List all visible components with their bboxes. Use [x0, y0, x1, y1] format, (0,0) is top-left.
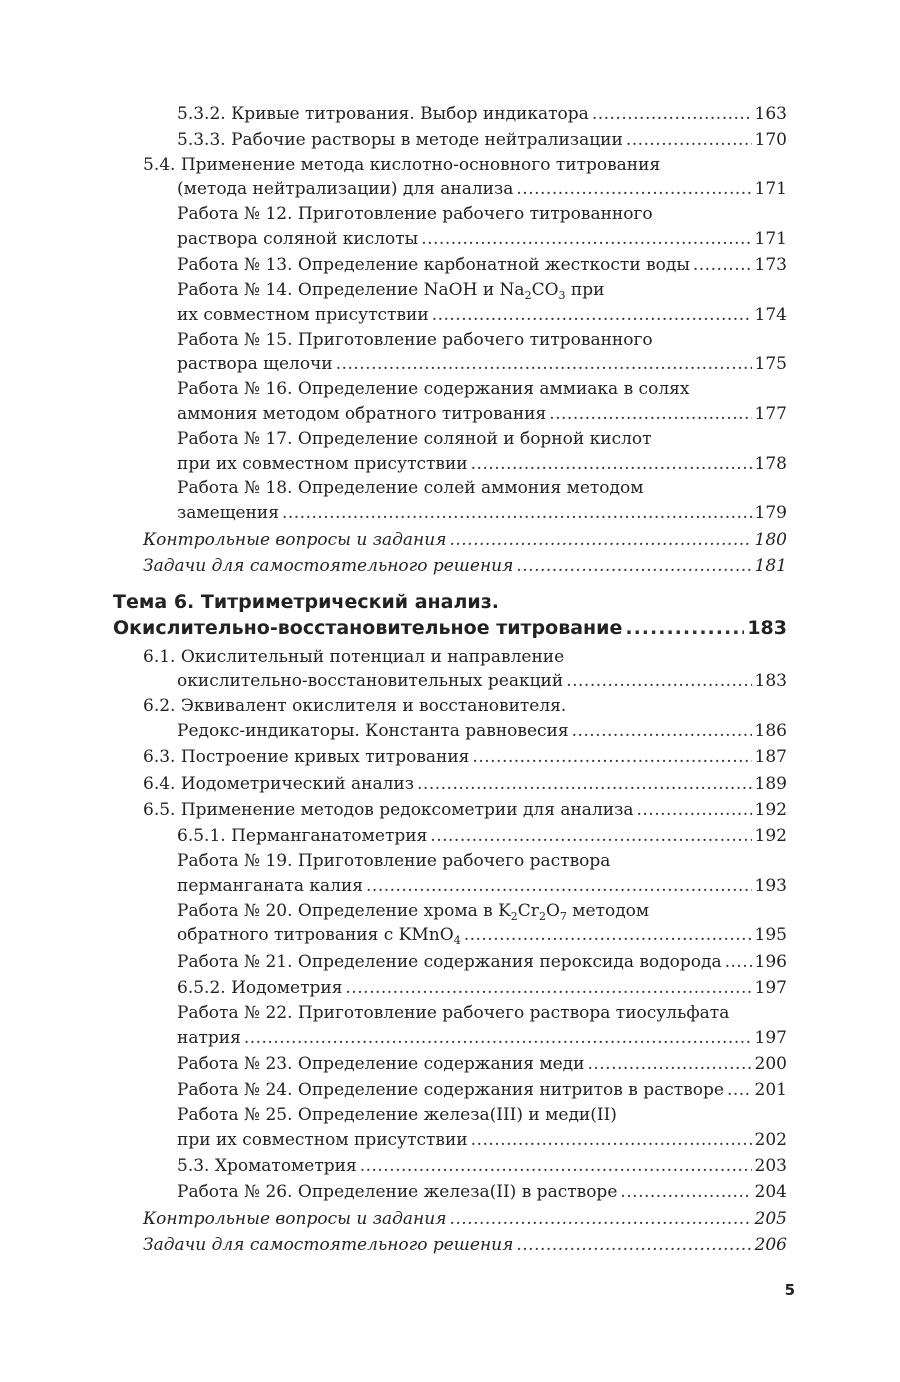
toc-entry-last-line [177, 253, 787, 278]
toc-entry[interactable] [143, 1233, 787, 1258]
toc-entry-last-line [143, 669, 787, 694]
toc-entry[interactable] [177, 899, 787, 949]
table-of-contents [0, 100, 900, 1258]
toc-topic-title-line-1: Тема 6. Титриметрический анализ. [113, 590, 499, 613]
toc-entry-text: перманганата калия [177, 875, 364, 896]
toc-page-number: 197 [754, 1027, 787, 1048]
toc-entry-last-line [177, 950, 787, 975]
page-number: 5 [784, 1281, 795, 1299]
toc-entry-last-line [143, 1207, 787, 1232]
toc-page-number: 192 [754, 826, 787, 847]
toc-page-number: 177 [754, 404, 787, 425]
toc-entry[interactable] [177, 328, 787, 378]
toc-entry[interactable] [177, 1154, 787, 1179]
toc-entry-text: Работа № 14. Определение NaOH и $Na_2CO_3$ при [177, 280, 605, 303]
toc-entry-last-line [177, 1154, 787, 1179]
toc-entry-text: 6.3. Построение кривых титрования [143, 747, 470, 768]
toc-entry-text: Работа № 13. Определение карбонатной жесткости воды [177, 255, 690, 276]
toc-page-number: 163 [754, 103, 787, 124]
dot-leader [587, 1052, 751, 1077]
toc-entry-text: 6.1. Окислительный потенциал и направление [143, 646, 565, 667]
toc-entry-last-line [177, 402, 787, 427]
toc-entry-last-line [143, 554, 787, 579]
dot-leader [366, 874, 752, 899]
toc-entry-text: при их совместном присутствии [177, 1129, 468, 1150]
toc-entry-text: Работа № 21. Определение содержания пероксида водорода [177, 951, 722, 972]
toc-entry-text: Контрольные вопросы и задания [143, 1208, 447, 1229]
toc-entry-text: Работа № 12. Приготовление рабочего титрованного [177, 204, 653, 225]
toc-page-number: 179 [754, 503, 787, 524]
toc-entry-text: 5.3.3. Рабочие растворы в методе нейтрализации [177, 129, 623, 150]
toc-page-number: 195 [754, 925, 787, 946]
toc-entry-last-line [177, 1128, 787, 1153]
toc-page-number: 178 [754, 453, 787, 474]
toc-topic-6[interactable] [113, 589, 787, 641]
toc-page-number: 200 [754, 1053, 787, 1074]
toc-entry-text: натрия [177, 1027, 241, 1048]
toc-entry-last-line [143, 719, 787, 744]
toc-entry-last-line [143, 1233, 787, 1258]
toc-entry-text: 6.5.1. Перманганатометрия [177, 826, 428, 847]
toc-entry[interactable] [143, 694, 787, 744]
dot-leader [471, 452, 752, 477]
dot-leader [421, 227, 751, 252]
toc-page-number: 171 [754, 228, 787, 249]
toc-entry-text: Задачи для самостоятельного решения [143, 1234, 514, 1255]
toc-entry-text: окислительно-восстановительных реакций [177, 671, 564, 692]
toc-entry-text: Задачи для самостоятельного решения [143, 555, 514, 576]
toc-entry-last-line [177, 1026, 787, 1051]
dot-leader [417, 772, 752, 797]
toc-entry-last-line [177, 1078, 787, 1103]
toc-page-number: 173 [754, 255, 787, 276]
toc-entry-last-line [177, 1052, 787, 1077]
toc-page-number: 202 [754, 1129, 787, 1150]
toc-page-number: 189 [754, 773, 787, 794]
toc-entry[interactable] [143, 1207, 787, 1232]
dot-leader [725, 950, 752, 975]
toc-entry[interactable] [177, 102, 787, 127]
toc-entry-last-line [177, 303, 787, 328]
toc-topic-title-line-2: Окислительно-восстановительное титрование [113, 616, 623, 639]
toc-entry[interactable] [177, 253, 787, 278]
toc-entry-last-line [177, 452, 787, 477]
toc-entry[interactable] [143, 798, 787, 823]
dot-leader [620, 1180, 751, 1205]
toc-entry-text: при их совместном присутствии [177, 453, 468, 474]
toc-entry[interactable] [177, 202, 787, 252]
toc-part-2 [0, 645, 900, 1258]
toc-entry-text: Работа № 19. Приготовление рабочего раствора [177, 851, 611, 872]
toc-entry-last-line [177, 128, 787, 153]
toc-entry-text: 5.3.2. Кривые титрования. Выбор индикатора [177, 103, 589, 124]
toc-page-number: 201 [754, 1080, 787, 1101]
dot-leader [345, 976, 751, 1001]
toc-entry-text: Работа № 20. Определение хрома в $K_2Cr_2O_7$ методом [177, 900, 650, 923]
toc-entry-text: Работа № 24. Определение содержания нитритов в растворе [177, 1080, 724, 1101]
toc-page-number: 186 [754, 721, 787, 742]
dot-leader [516, 1233, 751, 1258]
toc-entry-text: 6.4. Иодометрический анализ [143, 773, 415, 794]
toc-page-number: 180 [754, 529, 787, 550]
toc-entry-text: Работа № 17. Определение соляной и борной кислот [177, 428, 652, 449]
toc-entry[interactable] [177, 1103, 787, 1153]
toc-entry[interactable] [143, 645, 787, 695]
toc-entry-text: Работа № 26. Определение железа(II) в растворе [177, 1182, 618, 1203]
toc-entry-text: Контрольные вопросы и задания [143, 529, 447, 550]
toc-entry-last-line [143, 528, 787, 553]
toc-entry[interactable] [177, 950, 787, 975]
toc-entry-text: Работа № 15. Приготовление рабочего титрованного [177, 329, 653, 350]
toc-entry-text: аммония методом обратного титрования [177, 404, 547, 425]
toc-entry-text: их совместном присутствии [177, 304, 429, 325]
dot-leader [464, 923, 752, 948]
toc-entry[interactable] [143, 528, 787, 553]
toc-entry-last-line [143, 798, 787, 823]
toc-entry[interactable] [177, 476, 787, 526]
toc-page-number: 193 [754, 875, 787, 896]
dot-leader [336, 352, 752, 377]
toc-entry-last-line [177, 874, 787, 899]
toc-entry-text: обратного титрования с KMnO$_4$ [177, 925, 461, 948]
toc-entry-text: Работа № 25. Определение железа(III) и меди(II) [177, 1104, 617, 1125]
toc-part-1 [0, 102, 900, 579]
toc-page-number: 206 [754, 1234, 787, 1255]
toc-page-number: 197 [754, 978, 787, 998]
toc-entry-text: замещения [177, 503, 279, 524]
toc-entry[interactable] [143, 153, 787, 203]
dot-leader [516, 554, 751, 579]
toc-entry[interactable] [177, 1078, 787, 1103]
toc-page-number: 204 [754, 1182, 787, 1203]
toc-entry-text: Работа № 16. Определение содержания аммиака в солях [177, 379, 690, 400]
toc-entry[interactable] [177, 427, 787, 477]
toc-entry[interactable] [143, 772, 787, 797]
toc-entry-last-line [143, 772, 787, 797]
dot-leader [449, 528, 751, 553]
toc-entry-text: 6.2. Эквивалент окислителя и восстановителя. [143, 696, 567, 717]
dot-leader [636, 798, 751, 823]
toc-page-number: 187 [754, 747, 787, 768]
dot-leader [572, 719, 752, 744]
dot-leader [516, 177, 751, 202]
toc-entry-text: Редокс-индикаторы. Константа равновесия [177, 721, 569, 742]
toc-topic-last-line [113, 615, 787, 641]
toc-entry-text: Работа № 23. Определение содержания меди [177, 1053, 585, 1074]
dot-leader [360, 1154, 752, 1179]
toc-entry-last-line [177, 227, 787, 252]
dot-leader [430, 824, 751, 849]
toc-entry-text: Работа № 22. Приготовление рабочего раствора тиосульфата [177, 1002, 730, 1023]
dot-leader [472, 745, 751, 770]
toc-entry[interactable] [177, 1180, 787, 1205]
toc-entry-text: раствора соляной кислоты [177, 228, 419, 249]
toc-entry[interactable] [143, 554, 787, 579]
toc-entry-text: 5.3. Хроматометрия [177, 1156, 357, 1177]
toc-page-number: 183 [747, 616, 787, 639]
toc-page-number: 203 [754, 1156, 787, 1177]
toc-entry-text: (метода нейтрализации) для анализа [177, 179, 514, 200]
toc-entry[interactable] [177, 1052, 787, 1077]
toc-page-number: 170 [754, 129, 787, 150]
toc-page-number: 175 [754, 354, 787, 375]
toc-entry[interactable] [177, 849, 787, 899]
dot-leader [471, 1128, 752, 1153]
toc-entry-last-line [177, 501, 787, 526]
toc-page-number: 192 [754, 799, 787, 820]
toc-entry-last-line [177, 352, 787, 377]
toc-entry-last-line [177, 824, 787, 849]
toc-entry-text: 5.4. Применение метода кислотно-основного титрования [143, 154, 661, 175]
dot-leader [625, 615, 744, 641]
toc-entry-text: Работа № 18. Определение солей аммония методом [177, 478, 644, 499]
dot-leader [244, 1026, 752, 1051]
dot-leader [549, 402, 751, 427]
dot-leader [727, 1078, 752, 1103]
toc-entry-text: 6.5. Применение методов редоксометрии для анализа [143, 799, 634, 820]
toc-page-number: 174 [754, 304, 787, 325]
toc-entry-text: раствора щелочи [177, 354, 333, 375]
toc-entry-last-line [177, 1180, 787, 1205]
toc-entry[interactable] [177, 377, 787, 427]
toc-entry[interactable] [177, 278, 787, 328]
dot-leader [626, 128, 752, 153]
toc-page-number: 183 [754, 671, 787, 692]
toc-entry-last-line [177, 923, 787, 948]
toc-page-number: 205 [754, 1208, 787, 1229]
toc-entry[interactable] [177, 976, 787, 1001]
toc-entry-text: 6.5.2. Иодометрия [177, 978, 343, 998]
toc-entry[interactable] [177, 1001, 787, 1051]
toc-entry-last-line [177, 102, 787, 127]
toc-entry-last-line [143, 177, 787, 202]
toc-entry[interactable] [177, 824, 787, 849]
toc-page-number: 196 [754, 951, 787, 972]
dot-leader [592, 102, 752, 127]
dot-leader [282, 501, 752, 526]
dot-leader [693, 253, 752, 278]
toc-page-number: 181 [754, 555, 787, 576]
toc-entry-last-line [177, 976, 787, 1001]
dot-leader [432, 303, 752, 328]
toc-page-number: 171 [754, 179, 787, 200]
dot-leader [566, 669, 751, 694]
dot-leader [449, 1207, 751, 1232]
toc-entry[interactable] [143, 745, 787, 770]
toc-entry[interactable] [177, 128, 787, 153]
toc-entry-last-line [143, 745, 787, 770]
